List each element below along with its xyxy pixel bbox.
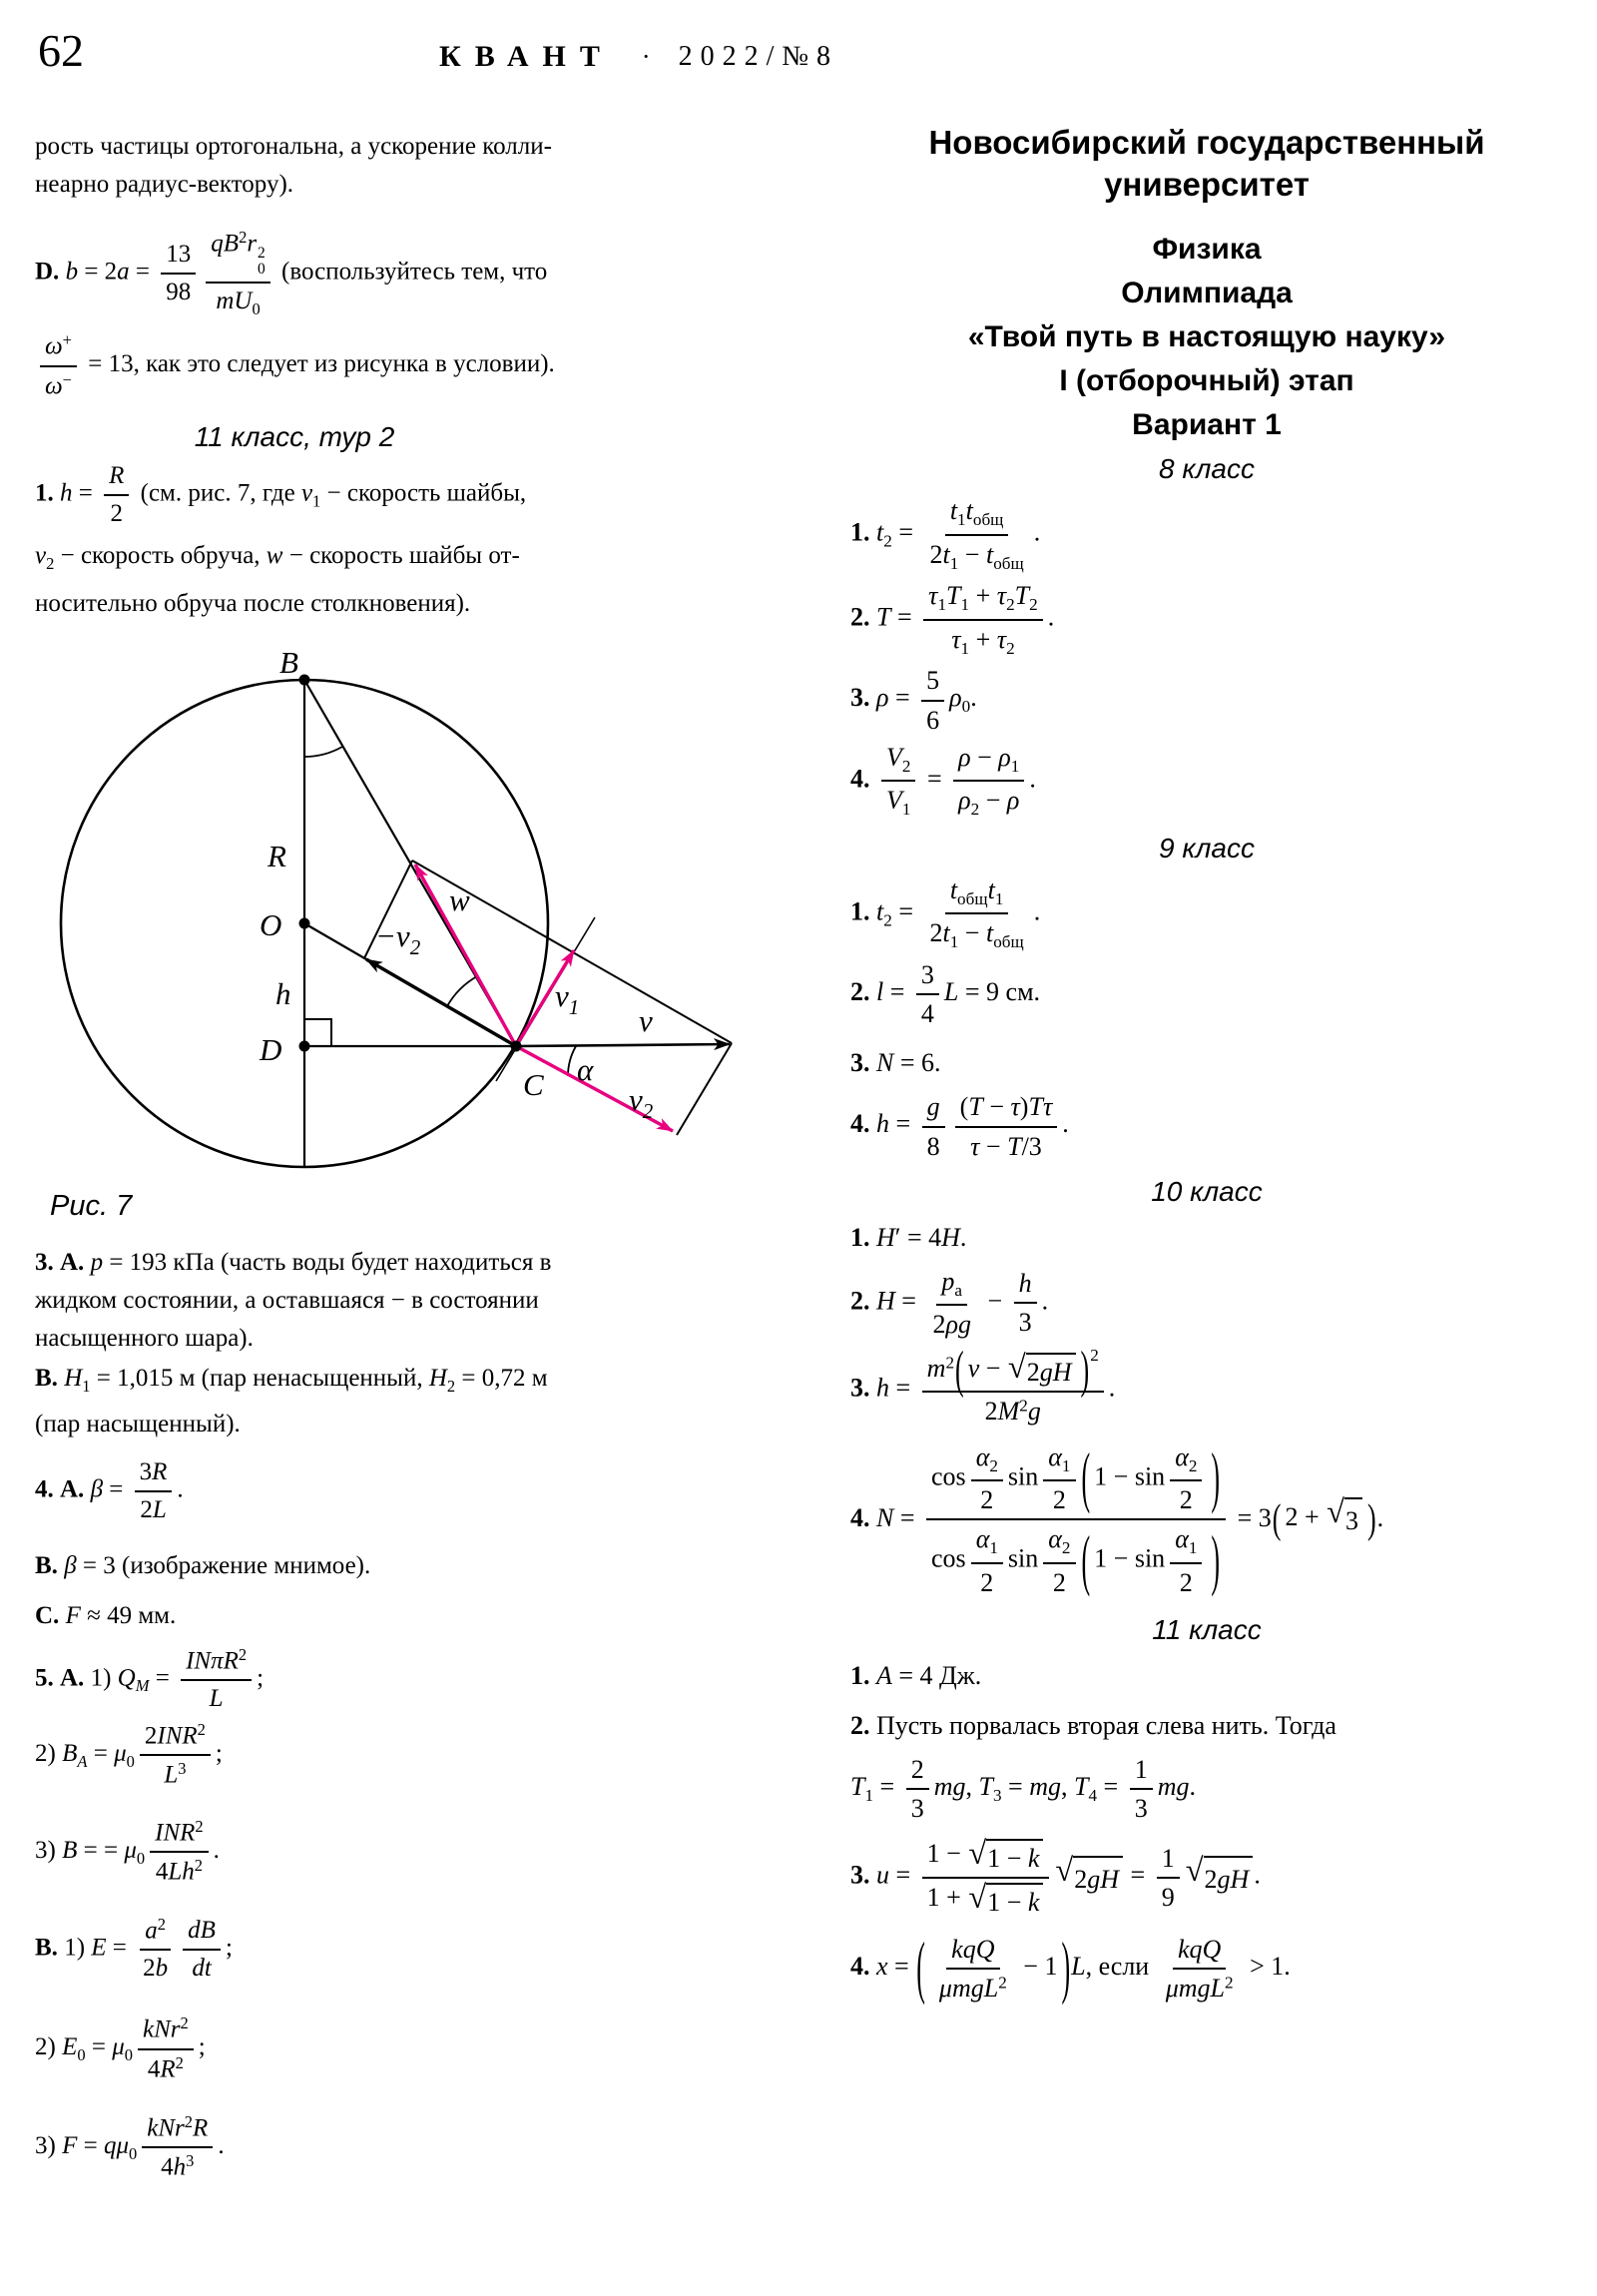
- label-vector-v: v: [639, 1003, 653, 1038]
- class-9-item-2: 2. l = $\frac{3}{4}$ L = 9 см.: [850, 960, 1041, 1029]
- page-number: 62: [38, 25, 84, 76]
- university-title-line-2: университет: [1104, 166, 1310, 203]
- label-point-c: C: [523, 1067, 544, 1102]
- formula-item-4b: В. β = 3 (изображение мнимое).: [35, 1551, 371, 1579]
- class-11-item-1: 1. A = 4 Дж.: [850, 1661, 982, 1691]
- formula-item-3b-line-1: В. $H_1 = 1,015$ м (пар ненасыщенный, $H_2 = 0,72$ м: [35, 1365, 548, 1396]
- formula-item-5b-3: 3) $F = q\mu_0$ $\frac{kNr^2R}{4h^3}$ .: [35, 2111, 225, 2181]
- right-angle-mark: [304, 1019, 331, 1046]
- university-title-line-1: Новосибирский государственный: [928, 124, 1485, 161]
- label-vector-v2: $v_2$: [629, 1082, 654, 1123]
- class-8-heading: 8 класс: [1159, 453, 1255, 484]
- class-11-heading: 11 класс: [1152, 1614, 1262, 1646]
- formula-item-d: D. b = 2a = $\frac{13}{98}$ $qB^2r$ 2 0 $mU_0$ (воспользуйтесь тем, что: [35, 228, 548, 318]
- formula-item-4c: С. F ≈ 49 мм.: [35, 1601, 177, 1629]
- angle-arc-at-c: [447, 976, 477, 1006]
- point-c-dot: [511, 1041, 522, 1052]
- formula-item-5b-2: 2) $E_0 = \mu_0$ $\frac{kNr^2}{4R^2}$ ;: [35, 2013, 206, 2082]
- point-d-dot: [299, 1041, 310, 1052]
- formula-item-1-line-1: 1. h = $\frac{R}{2}$ (см. рис. 7, где $v_1$ − скорость шайбы,: [35, 461, 527, 527]
- angle-arc-alpha: [568, 1046, 576, 1076]
- point-o-dot: [299, 918, 310, 929]
- item-3a-line-3: насыщенного шара).: [35, 1325, 254, 1352]
- journal-header: [439, 40, 838, 74]
- formula-item-1-line-2: $v_2$ − скорость обруча, w − скорость шайбы от-: [35, 541, 520, 573]
- figure-7: [35, 639, 779, 1218]
- class-10-item-2: 2. H = $\frac{p_а}{2\rho g}$ − $\frac{h}{3}$ .: [850, 1266, 1049, 1340]
- item-3a-line-2: жидком состоянии, а оставшаяся − в состоянии: [35, 1287, 539, 1314]
- label-point-b: B: [279, 645, 298, 680]
- class-11-item-3: 3. u = 1 − √ 1 − k 1 + √ 1 − k √ 2gH = $\frac{1}{9}$ √ 2gH .: [850, 1835, 1261, 1917]
- olympiad-name: «Твой путь в настоящую науку»: [967, 320, 1446, 353]
- formula-item-3a-line-1: 3. А. p = 193 кПа (часть воды будет находиться в: [35, 1249, 552, 1276]
- class-9-item-3: 3. N = 6.: [850, 1048, 941, 1078]
- class-9-heading: 9 класс: [1159, 832, 1255, 863]
- line-v-tip-to-v2-tip: [677, 1043, 732, 1135]
- journal-separator: ·: [641, 42, 651, 71]
- label-vector-neg-v2: $-v_2$: [375, 918, 421, 959]
- stage-heading: I (отборочный) этап: [1059, 364, 1354, 397]
- label-angle-alpha: α: [577, 1052, 594, 1087]
- class-8-item-4: 4. $\frac{V_2}{V_1}$ = $\frac{\rho - \rho_1}{\rho_2 - \rho}$ .: [850, 742, 1036, 820]
- class-10-item-1: 1. H′ = 4H.: [850, 1222, 967, 1252]
- class-8-item-2: 2. T = $\frac{\tau_1T_1 + \tau_2T_2}{\tau_1 + \tau_2}$ .: [850, 581, 1055, 658]
- item-3b-line-2: (пар насыщенный).: [35, 1410, 241, 1437]
- formula-item-5b-1: В. 1) E = $\frac{a^2}{2b}$ $\frac{dB}{dt}$ ;: [35, 1915, 233, 1983]
- left-column-top: [35, 128, 554, 623]
- class-9-item-4: 4. h = $\frac{g}{8}$ $\frac{(T - \tau)T\tau}{\tau - T/3}$ .: [850, 1092, 1069, 1161]
- formula-item-4a: 4. А. β = $\frac{3R}{2L}$ .: [35, 1457, 184, 1523]
- journal-title: КВАНТ: [439, 40, 614, 73]
- right-column: [850, 122, 1563, 2007]
- class-11-item-2-text: 2. Пусть порвалась вторая слева нить. Тогда: [850, 1711, 1336, 1741]
- label-point-d: D: [260, 1032, 282, 1067]
- formula-item-5a-1: 5. А. 1) $Q_M$ = $\frac{IN\pi R^2}{L}$ ;: [35, 1644, 265, 1713]
- section-heading-11-klass-tur-2: 11 класс, тур 2: [194, 420, 395, 452]
- class-11-item-4: 4. x = ( $\frac{\text{kqQ}}{\mu mgL^2}$ − 1 ) L, если $\frac{\text{kqQ}}{\mu mgL^2}$ > 1.: [850, 1928, 1291, 2007]
- class-8-item-3: 3. ρ = $\frac{5}{6}$ $\rho_0$.: [850, 666, 977, 735]
- label-radius-r: R: [267, 839, 286, 873]
- vector-v-arrow: [516, 1044, 730, 1046]
- label-height-h: h: [275, 976, 291, 1011]
- journal-issue: 2022/№8: [678, 41, 839, 72]
- subject-heading: Физика: [1152, 233, 1262, 266]
- angle-arc-at-b: [304, 747, 342, 757]
- formula-item-5a-3: 3) B = = $\mu_0$ $\frac{INR^2}{4Lh^2}$ .: [35, 1816, 220, 1886]
- variant-heading: Вариант 1: [1132, 408, 1282, 441]
- label-vector-w: w: [449, 882, 470, 917]
- paragraph-continuation-line-2: неарно радиус-вектору).: [35, 171, 294, 198]
- left-column-bottom: [35, 1244, 554, 2182]
- class-10-heading: 10 класс: [1151, 1175, 1263, 1207]
- class-8-item-1: 1. $t_2$ = $\frac{t_1t_{общ}}{2t_1 - t_{общ}}$ .: [850, 496, 1041, 573]
- label-point-o: O: [260, 907, 282, 942]
- class-10-item-4: 4. N = cos $\frac{\alpha_2}{2}$ sin $\frac{\alpha_1}{2}$ ( 1 − sin $\frac{\alpha_2}{2}$ ) cos $\frac{\alpha_1}{2}$ sin $\frac{\alpha_2}{2}$ ( 1 − sin $\frac{\alpha_1}{2}$ ) = 3 ( 2 + √ 3 ) .: [850, 1438, 1384, 1598]
- class-9-item-1: 1. $t_2$ = $\frac{t_{общ}t_1}{2t_1 - t_{общ}}$ .: [850, 874, 1041, 952]
- item-1-line-3: носительно обруча после столкновения).: [35, 589, 471, 617]
- label-vector-v1: $v_1$: [555, 978, 580, 1019]
- olympiad-heading: Олимпиада: [1121, 277, 1293, 309]
- class-11-item-2-formula: $T_1$ = $\frac{2}{3}$ mg, $T_3$ = mg, $T_4$ = $\frac{1}{3}$ mg.: [850, 1755, 1196, 1824]
- paragraph-continuation-line-1: рость частицы ортогональна, а ускорение колли-: [35, 133, 552, 160]
- formula-item-5a-2: 2) $B_A = \mu_0$ $\frac{2INR^2}{L^3}$ ;: [35, 1720, 223, 1789]
- figure-7-diagram: [35, 639, 779, 1218]
- figure-caption: Рис. 7: [50, 1190, 133, 1222]
- formula-omega-ratio: $\frac{\omega^+}{\omega^-}$ = 13, как это следует из рисунка в условии).: [35, 330, 554, 401]
- point-b-dot: [299, 675, 310, 686]
- class-10-item-3: 3. h = $m^2$ ( v − √ 2gH ) 2 $2M^2g$ .: [850, 1340, 1116, 1427]
